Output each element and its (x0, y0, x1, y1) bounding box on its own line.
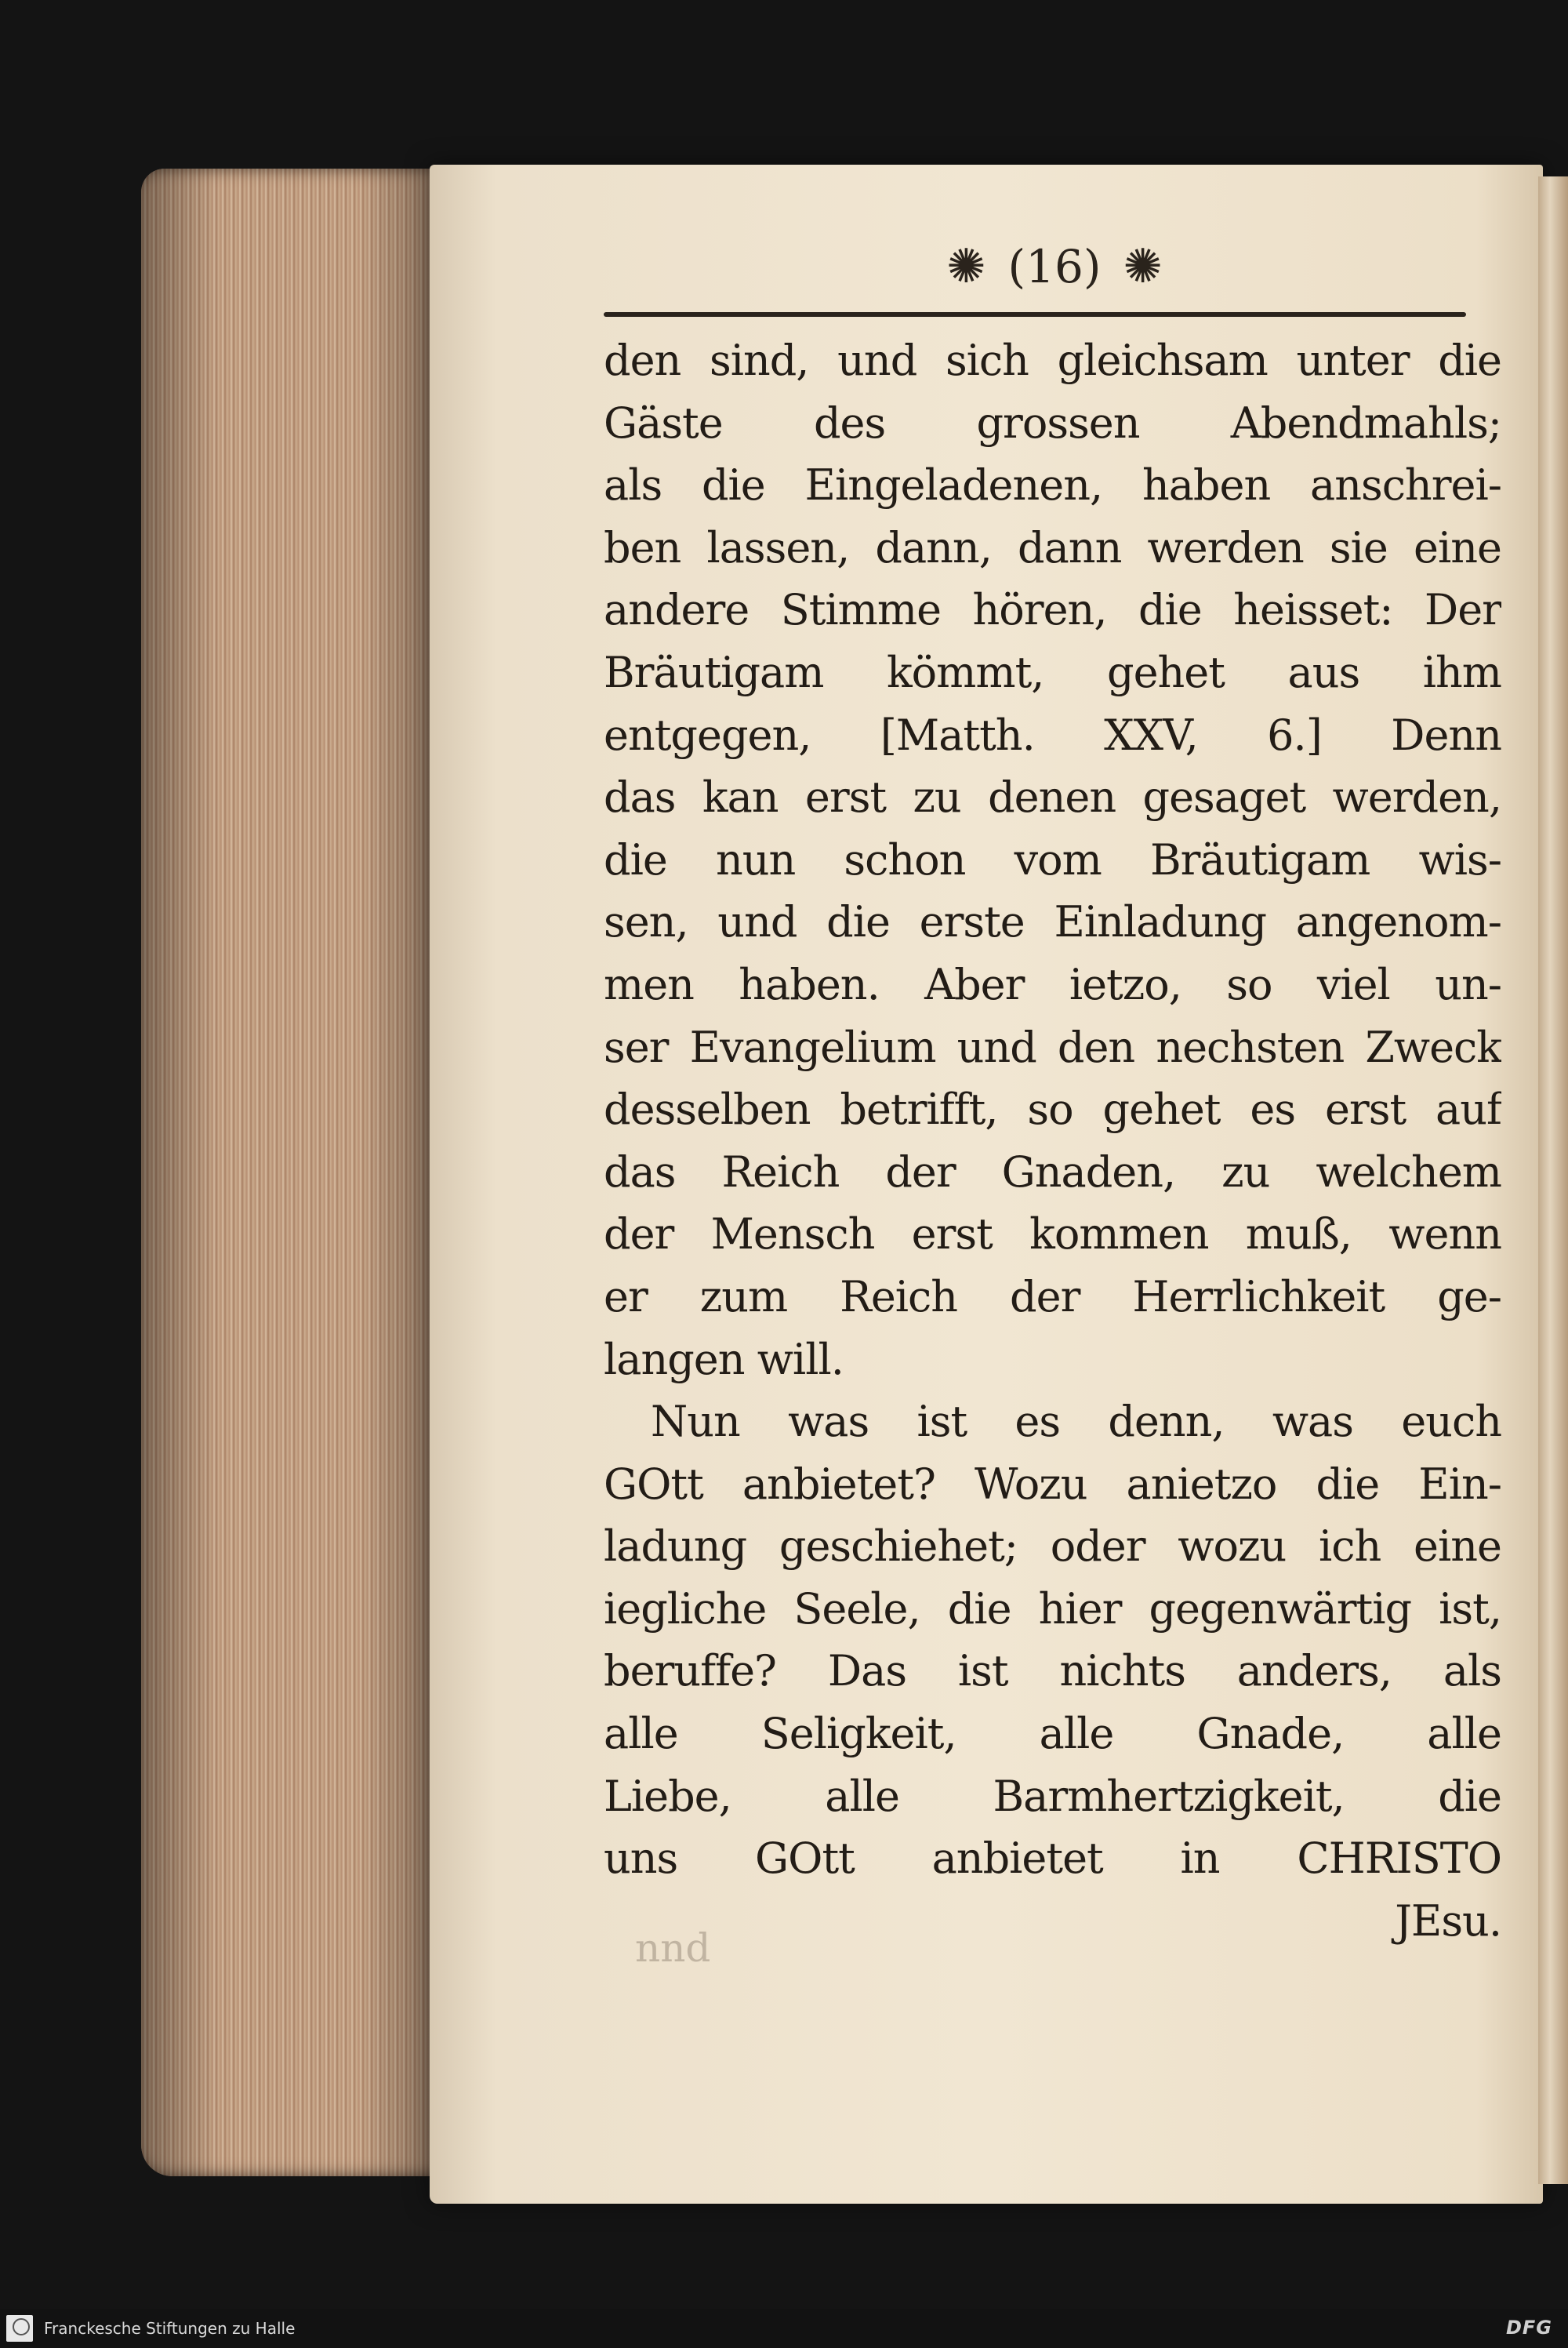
text-line: Bräutigam kömmt, gehet aus ihm (604, 647, 1501, 697)
text-line: ser Evangelium und den nechsten Zweck (604, 1022, 1501, 1072)
ornament-right-icon: ✺ (1123, 239, 1163, 294)
text-line: ladung geschiehet; oder wozu ich eine (604, 1521, 1501, 1572)
text-line: sen, und die erste Einladung angenom- (604, 897, 1501, 947)
text-line: men haben. Aber ietzo, so viel un- (604, 959, 1501, 1009)
header-rule (604, 312, 1466, 317)
text-line: als die Eingeladenen, haben anschrei- (604, 460, 1501, 511)
body-text (604, 329, 1501, 1952)
text-line: er zum Reich der Herrlichkeit ge- (604, 1271, 1501, 1321)
text-line: uns GOtt anbietet in CHRISTO (604, 1834, 1501, 1884)
text-line: ben lassen, dann, dann werden sie eine (604, 522, 1501, 572)
text-line: andere Stimme hören, die heisset: Der (604, 585, 1501, 635)
text-line: alle Seligkeit, alle Gnade, alle (604, 1709, 1501, 1759)
page-header (913, 235, 1196, 298)
institution-logo-icon (6, 2315, 33, 2342)
catchword: JEsu. (1395, 1895, 1501, 1946)
text-line: Liebe, alle Barmhertzigkeit, die (604, 1771, 1501, 1821)
facing-page-edge (1538, 176, 1568, 2184)
text-line: der Mensch erst kommen muß, wenn (604, 1209, 1501, 1259)
funder-logo: DFG (1505, 2317, 1552, 2339)
footer-bar (0, 2309, 1568, 2348)
ornament-left-icon: ✺ (946, 239, 986, 294)
text-line: die nun schon vom Bräutigam wis- (604, 834, 1501, 885)
text-line: iegliche Seele, die hier gegenwärtig ist, (604, 1583, 1501, 1634)
text-line: den sind, und sich gleichsam unter die (604, 336, 1501, 385)
text-line: desselben betrifft, so gehet es erst auf (604, 1085, 1501, 1135)
text-line: entgegen, [Matth. XXV, 6.] Denn (604, 710, 1501, 760)
text-line: langen will. (604, 1334, 844, 1384)
text-line: GOtt anbietet? Wozu anietzo die Ein- (604, 1459, 1501, 1509)
text-line: Nun was ist es denn, was euch (651, 1397, 1501, 1447)
text-line: das kan erst zu denen gesaget werden, (604, 772, 1501, 823)
bleed-through-text: nnd (635, 1925, 711, 1971)
book-page-stack (141, 169, 451, 2176)
text-line: das Reich der Gnaden, zu welchem (604, 1147, 1501, 1197)
institution-name: Franckesche Stiftungen zu Halle (44, 2319, 296, 2338)
text-line: Gäste des grossen Abendmahls; (604, 398, 1501, 448)
page-number: (16) (1007, 240, 1102, 293)
text-line: beruffe? Das ist nichts anders, als (604, 1646, 1501, 1696)
